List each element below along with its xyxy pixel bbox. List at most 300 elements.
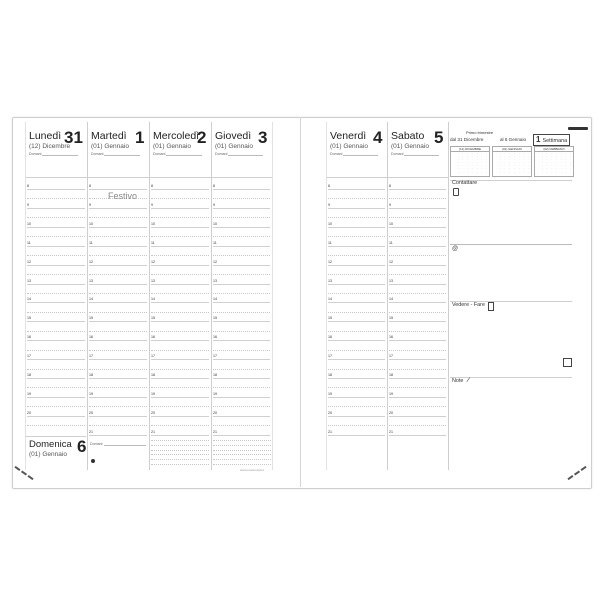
hour-label: 12 [27,259,31,264]
hour-slot[interactable] [151,284,209,285]
hour-slot[interactable] [27,227,85,228]
hour-slot[interactable] [151,435,209,436]
hour-slot[interactable] [89,189,147,190]
hour-slot[interactable] [151,359,209,360]
day-name: Martedì [91,130,127,142]
hour-slot[interactable] [213,274,270,275]
hour-label: 19 [27,391,31,396]
hour-slot[interactable] [328,208,385,209]
hour-slot[interactable] [328,416,385,417]
mini-calendar-title: (02) FEBBRAIO [535,147,573,152]
hour-slot[interactable] [27,321,85,322]
mini-calendar: (01) GENNAIO · · · · · · · · · · · · · · · · · · · · · · · · · · · · · · · · · · · · · · · · · · · · · · · · · [492,146,532,177]
sunday-slot[interactable] [213,440,271,441]
domani-label: Domani [153,152,166,156]
hour-slot[interactable] [389,312,446,313]
hour-slot[interactable] [213,227,270,228]
hour-slot[interactable] [27,331,85,332]
day-name: Lunedì [29,130,62,142]
hour-slot[interactable] [27,350,85,351]
hour-slot[interactable] [27,369,85,370]
hour-label: 21 [213,429,217,434]
hour-slot[interactable] [27,217,85,218]
hour-slot[interactable] [213,406,270,407]
domani-label: Domani [215,152,228,156]
domani-label: Domani [91,152,104,156]
vedere-fare-label: Vedere - Fare [452,302,485,308]
hour-label: 16 [27,335,31,340]
hour-slot[interactable] [27,302,85,303]
hour-slot[interactable] [151,265,209,266]
at-icon: @ [452,246,459,252]
hour-label: 14 [213,297,217,302]
hour-slot[interactable] [389,331,446,332]
hour-label: 12 [89,259,93,264]
hour-label: 9 [151,202,153,207]
hour-slot[interactable] [389,435,446,436]
hour-slot[interactable] [89,406,147,407]
hour-label: 13 [27,278,31,283]
hour-slot[interactable] [213,369,270,370]
mini-calendar-title: (01) GENNAIO [493,147,531,152]
hour-slot[interactable] [89,217,147,218]
hour-label: 19 [213,391,217,396]
hour-slot[interactable] [89,435,147,436]
hour-label: 8 [389,184,391,188]
hour-slot[interactable] [151,208,209,209]
sunday-slot[interactable] [151,464,209,465]
note-label: Note [452,378,464,384]
column-divider [387,122,388,470]
hour-slot[interactable] [328,189,385,190]
day-number: 5 [434,128,444,147]
mini-calendar: (02) FEBBRAIO · · · · · · · · · · · · · · · · · · · · · · · · · · · · · · · · · · · · · · · · · · · · · · · · · [534,146,574,177]
hour-label: 17 [328,354,332,359]
hour-slot[interactable] [213,246,270,247]
week-badge [533,134,570,146]
hour-slot[interactable] [213,189,270,190]
column-divider [448,122,449,470]
mini-calendar-title: (12) DICEMBRE [451,147,489,152]
hour-slot[interactable] [328,302,385,303]
hour-slot[interactable] [328,265,385,266]
hour-label: 8 [27,184,29,188]
hour-label: 16 [389,335,393,340]
hour-slot[interactable] [151,217,209,218]
hour-slot[interactable] [213,340,270,341]
hour-slot[interactable] [328,236,385,237]
app-logo-icon [563,358,572,367]
hour-slot[interactable] [151,274,209,275]
hour-slot[interactable] [151,198,209,199]
hour-slot[interactable] [89,321,147,322]
hour-label: 18 [151,373,155,377]
hour-label: 17 [89,354,93,359]
hour-slot[interactable] [389,425,446,426]
hour-slot[interactable] [89,284,147,285]
hour-slot[interactable] [27,246,85,247]
hour-label: 18 [389,373,393,377]
hour-label: 9 [89,202,91,207]
hour-label: 12 [213,259,217,264]
hour-label: 11 [27,240,31,245]
hour-slot[interactable] [89,302,147,303]
hour-slot[interactable] [27,397,85,398]
hour-slot[interactable] [151,302,209,303]
hour-slot[interactable] [389,208,446,209]
hour-slot[interactable] [151,331,209,332]
hour-slot[interactable] [213,350,270,351]
hour-slot[interactable] [89,246,147,247]
hour-label: 15 [151,316,155,321]
hour-label: 16 [89,335,93,340]
quarter-to: al 6 Gennaio [500,137,527,142]
hour-slot[interactable] [213,435,270,436]
hour-slot[interactable] [213,265,270,266]
hour-label: 10 [389,221,393,226]
hour-slot[interactable] [89,378,147,379]
hour-label: 13 [328,278,332,283]
hour-slot[interactable] [151,246,209,247]
day-name: Mercoledì [153,130,200,142]
hour-slot[interactable] [328,217,385,218]
hour-label: 17 [389,354,393,359]
hour-label: 20 [213,410,217,415]
hour-slot[interactable] [27,416,85,417]
hour-slot[interactable] [389,284,446,285]
hour-label: 10 [328,221,332,226]
hour-slot[interactable] [89,255,147,256]
hour-slot[interactable] [389,198,446,199]
sunday-slot[interactable] [151,459,209,460]
hour-slot[interactable] [213,425,270,426]
hour-slot[interactable] [328,397,385,398]
sunday-slot[interactable] [151,454,209,455]
hour-slot[interactable] [328,274,385,275]
hour-label: 8 [151,184,153,188]
hour-slot[interactable] [389,397,446,398]
hour-label: 11 [328,240,332,245]
day-month: (01) Gennaio [91,143,129,150]
hour-slot[interactable] [389,293,446,294]
hour-slot[interactable] [27,359,85,360]
hour-slot[interactable] [151,227,209,228]
hour-slot[interactable] [213,284,270,285]
week-label: Settimana [542,138,568,144]
hour-slot[interactable] [213,312,270,313]
sunday-slot[interactable] [213,454,271,455]
day-month: (01) Gennaio [391,143,429,150]
hour-slot[interactable] [151,369,209,370]
hour-slot[interactable] [89,340,147,341]
hour-slot[interactable] [213,236,270,237]
hour-label: 11 [89,240,93,245]
hour-slot[interactable] [213,359,270,360]
hour-slot[interactable] [27,208,85,209]
hour-slot[interactable] [89,227,147,228]
hour-slot[interactable] [213,378,270,379]
sunday-slot[interactable] [213,459,271,460]
hour-label: 21 [151,429,155,434]
hour-slot[interactable] [389,340,446,341]
hour-label: 20 [27,410,31,415]
hour-label: 12 [389,259,393,264]
hour-label: 13 [151,278,155,283]
hour-slot[interactable] [328,312,385,313]
hour-label: 14 [89,297,93,302]
hour-slot[interactable] [213,302,270,303]
hour-label: 21 [89,429,93,434]
hour-slot[interactable] [89,312,147,313]
hour-slot[interactable] [328,387,385,388]
day-month: (01) Gennaio [215,143,253,150]
hour-slot[interactable] [213,198,270,199]
hour-label: 20 [89,410,93,415]
hour-slot[interactable] [27,189,85,190]
hour-label: 9 [389,202,391,207]
hour-slot[interactable] [389,236,446,237]
hour-label: 13 [213,278,217,283]
hour-slot[interactable] [389,369,446,370]
pencil-icon: / [465,376,471,385]
hour-label: 18 [89,373,93,377]
hour-slot[interactable] [389,416,446,417]
hour-label: 18 [213,373,217,377]
sunday-number: 6 [77,437,87,456]
hour-label: 14 [328,297,332,302]
hour-label: 9 [213,202,215,207]
hour-slot[interactable] [213,397,270,398]
hour-slot[interactable] [328,321,385,322]
sunday-name: Domenica [29,439,72,450]
hour-slot[interactable] [151,340,209,341]
hour-slot[interactable] [328,359,385,360]
hour-slot[interactable] [89,359,147,360]
hour-slot[interactable] [27,340,85,341]
hour-slot[interactable] [213,208,270,209]
hour-label: 19 [328,391,332,396]
hour-label: 19 [151,391,155,396]
hour-slot[interactable] [389,217,446,218]
hour-slot[interactable] [27,274,85,275]
hour-slot[interactable] [89,350,147,351]
hour-label: 10 [89,221,93,226]
hour-label: 16 [151,335,155,340]
hour-slot[interactable] [389,378,446,379]
hour-slot[interactable] [389,387,446,388]
hour-label: 15 [27,316,31,321]
domani-label: Domani [29,152,42,156]
hour-slot[interactable] [89,208,147,209]
hour-slot[interactable] [328,406,385,407]
day-number: 31 [64,128,83,147]
hour-label: 21 [389,429,393,434]
sunday-slot[interactable] [151,440,209,441]
hour-slot[interactable] [328,340,385,341]
hour-slot[interactable] [213,293,270,294]
hour-label: 18 [27,373,31,377]
hour-slot[interactable] [328,331,385,332]
sunday-slot[interactable] [213,445,271,446]
day-month: (01) Gennaio [330,143,368,150]
hour-label: 11 [389,240,393,245]
hour-label: 15 [89,316,93,321]
hour-label: 18 [328,373,332,377]
hour-label: 19 [389,391,393,396]
hour-slot[interactable] [328,255,385,256]
day-name: Venerdì [330,130,367,142]
hour-label: 11 [151,240,155,245]
hour-slot[interactable] [213,255,270,256]
hour-label: 14 [151,297,155,302]
sunday-slot[interactable] [213,464,271,465]
sunday-slot[interactable] [151,450,209,451]
hour-label: 10 [151,221,155,226]
hour-slot[interactable] [328,425,385,426]
hour-slot[interactable] [151,255,209,256]
hour-label: 13 [89,278,93,283]
hour-slot[interactable] [89,387,147,388]
hour-slot[interactable] [389,359,446,360]
hour-label: 9 [328,202,330,207]
day-name: Sabato [391,130,425,142]
hour-slot[interactable] [389,246,446,247]
hour-slot[interactable] [27,293,85,294]
hour-slot[interactable] [151,236,209,237]
hour-label: 10 [213,221,217,226]
hour-label: 8 [328,184,330,188]
hour-slot[interactable] [328,246,385,247]
hour-label: 15 [328,316,332,321]
hour-slot[interactable] [389,227,446,228]
hour-slot[interactable] [389,265,446,266]
hour-slot[interactable] [213,321,270,322]
column-divider [149,122,150,470]
hour-slot[interactable] [213,331,270,332]
hour-slot[interactable] [328,293,385,294]
hour-slot[interactable] [151,293,209,294]
hour-slot[interactable] [151,350,209,351]
hour-slot[interactable] [328,198,385,199]
hour-label: 8 [89,184,91,188]
day-name: Giovedì [215,130,252,142]
sun-bullet-icon [91,459,95,463]
sunday-slot[interactable] [151,445,209,446]
page-margin-line [272,122,273,470]
hour-slot[interactable] [328,369,385,370]
sunday-month: (01) Gennaio [29,451,67,458]
hour-slot[interactable] [328,350,385,351]
hour-slot[interactable] [27,265,85,266]
hour-slot[interactable] [89,416,147,417]
hour-label: 17 [151,354,155,359]
hour-label: 9 [27,202,29,207]
hour-label: 15 [213,316,217,321]
hour-slot[interactable] [151,387,209,388]
mini-calendar: (12) DICEMBRE · · · · · · · · · · · · · · · · · · · · · · · · · · · · · · · · · · · · · · · · · · · · · · · · · [450,146,490,177]
hour-slot[interactable] [328,227,385,228]
quarter-from: dal 31 Dicembre [450,137,484,142]
hour-slot[interactable] [89,331,147,332]
hour-label: 16 [213,335,217,340]
hour-slot[interactable] [27,425,85,426]
hour-slot[interactable] [151,406,209,407]
hour-slot[interactable] [89,274,147,275]
day-number: 2 [197,128,207,147]
sunday-slot[interactable] [213,450,271,451]
hour-slot[interactable] [328,378,385,379]
sunday-domani-label: Domani [90,442,103,446]
day-month: (12) Dicembre [29,143,71,150]
hour-slot[interactable] [389,406,446,407]
hour-slot[interactable] [27,387,85,388]
hour-slot[interactable] [27,284,85,285]
hour-label: 16 [328,335,332,340]
hour-label: 12 [151,259,155,264]
hour-slot[interactable] [389,321,446,322]
hour-slot[interactable] [328,435,385,436]
hour-slot[interactable] [151,425,209,426]
hour-slot[interactable] [89,425,147,426]
hour-slot[interactable] [389,350,446,351]
quarter-title: Primo trimestre [466,130,494,135]
hour-label: 19 [89,391,93,396]
page-margin-line [326,122,327,470]
festivo-label: Festivo [108,191,138,201]
hour-slot[interactable] [151,397,209,398]
hour-label: 20 [151,410,155,415]
hour-slot[interactable] [27,236,85,237]
hour-slot[interactable] [89,397,147,398]
domani-label: Domani [330,152,343,156]
hour-label: 12 [328,259,332,264]
hour-label: 10 [27,221,31,226]
hour-slot[interactable] [389,302,446,303]
hour-slot[interactable] [213,217,270,218]
phone-icon [453,188,459,196]
column-divider [87,122,88,470]
hour-slot[interactable] [27,406,85,407]
hour-slot[interactable] [27,312,85,313]
hour-label: 8 [213,184,215,188]
hour-slot[interactable] [389,255,446,256]
hour-slot[interactable] [151,378,209,379]
hour-label: 15 [389,316,393,321]
hour-slot[interactable] [151,189,209,190]
footer-url: www.exacompta.it [240,468,265,472]
hour-slot[interactable] [151,321,209,322]
hour-slot[interactable] [151,312,209,313]
hour-slot[interactable] [389,274,446,275]
hour-slot[interactable] [27,378,85,379]
hour-slot[interactable] [389,189,446,190]
hour-slot[interactable] [89,265,147,266]
hour-label: 17 [27,354,31,359]
hour-slot[interactable] [213,416,270,417]
week-number: 1 [536,135,541,144]
hour-slot[interactable] [151,416,209,417]
hour-slot[interactable] [27,198,85,199]
domani-label: Domani [391,152,404,156]
hour-label: 11 [213,240,217,245]
hour-slot[interactable] [89,236,147,237]
day-month: (01) Gennaio [153,143,191,150]
hour-slot[interactable] [27,255,85,256]
hour-slot[interactable] [213,387,270,388]
hour-slot[interactable] [89,293,147,294]
hour-slot[interactable] [328,284,385,285]
hour-slot[interactable] [89,369,147,370]
